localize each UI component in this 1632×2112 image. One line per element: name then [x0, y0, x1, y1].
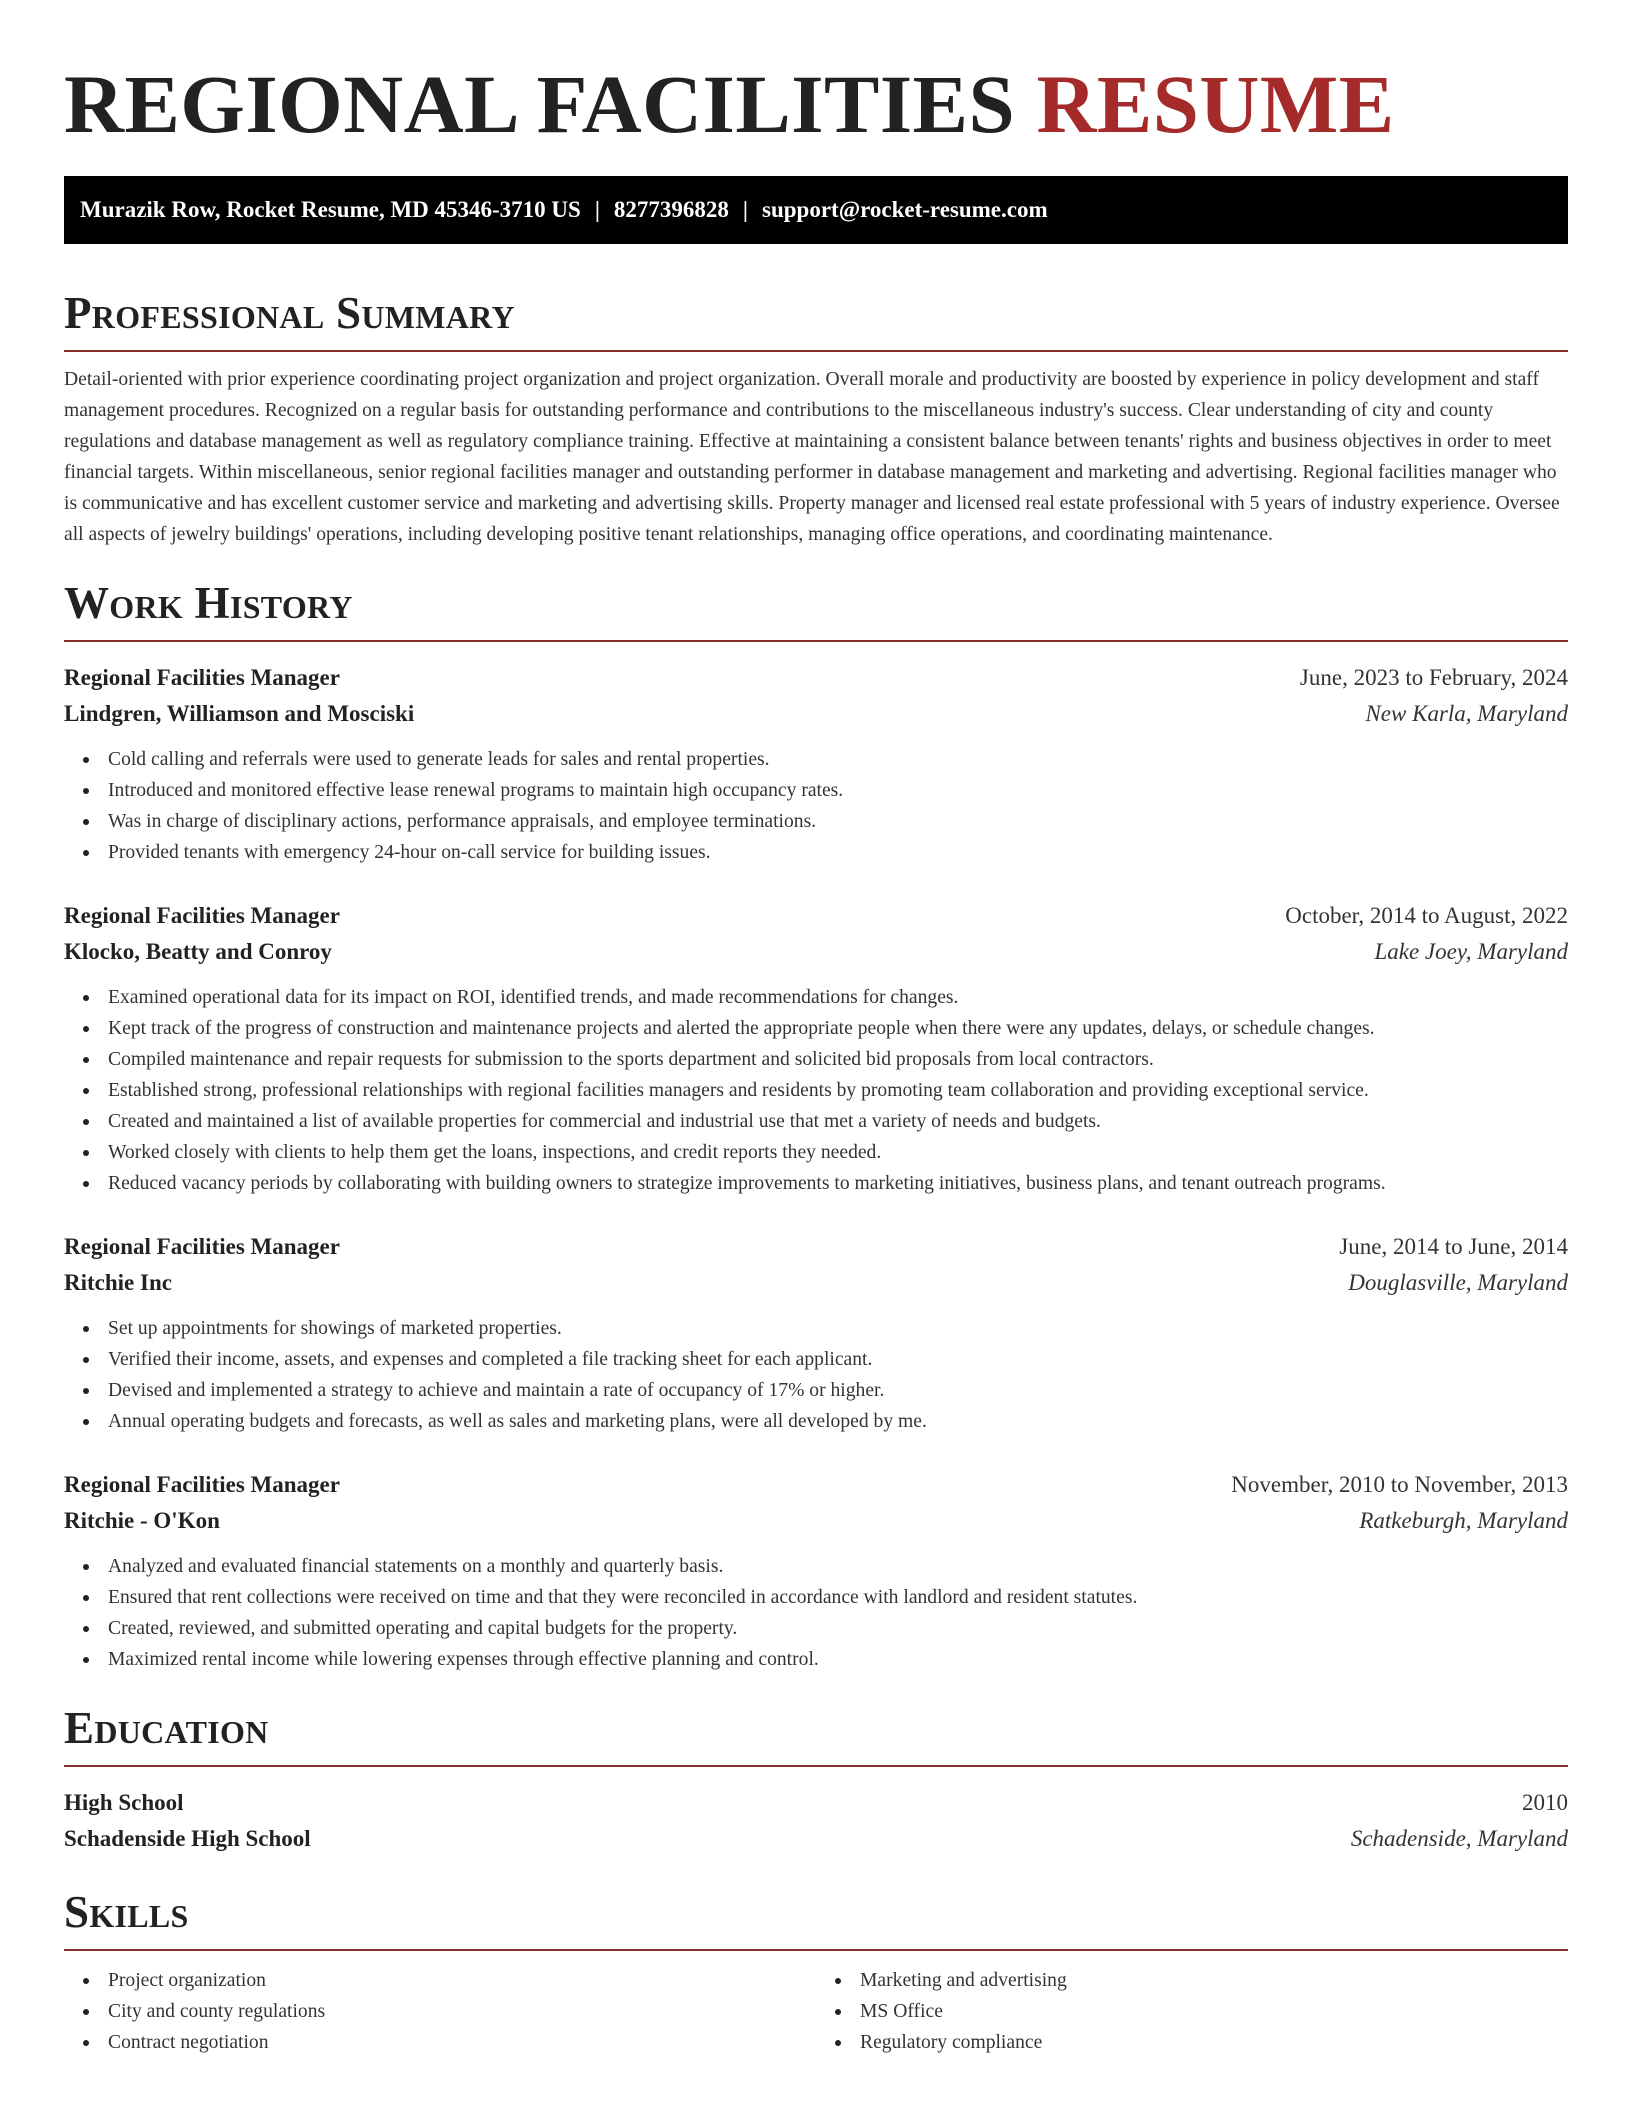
job-location: Douglasville, Maryland	[1348, 1270, 1568, 1295]
job-title: Regional Facilities Manager	[64, 903, 340, 928]
resume-title	[64, 54, 1568, 154]
job-dates: June, 2014 to June, 2014	[1339, 1234, 1568, 1259]
job-location: Ratkeburgh, Maryland	[1359, 1508, 1568, 1533]
contact-separator: |	[594, 197, 600, 222]
list-item: Established strong, professional relationships with regional facilities managers and residents by promoting team collaboration and providing exceptional service.	[108, 1075, 1568, 1106]
education-section	[64, 1701, 1568, 1857]
skills-list	[816, 1965, 1568, 2058]
education-year: 2010	[1522, 1790, 1568, 1815]
skills-heading: Skills	[64, 1887, 189, 1937]
list-item: Examined operational data for its impact on ROI, identified trends, and made recommendations for changes.	[108, 982, 1568, 1013]
contact-email: support@rocket-resume.com	[762, 197, 1048, 222]
list-item: Was in charge of disciplinary actions, performance appraisals, and employee terminations.	[108, 806, 1568, 837]
list-item: Reduced vacancy periods by collaborating with building owners to strategize improvements to marketing initiatives, business plans, and tenant outreach programs.	[108, 1168, 1568, 1199]
contact-address: Murazik Row, Rocket Resume, MD 45346-3710 US	[80, 197, 581, 222]
summary-heading: Professional Summary	[64, 288, 515, 338]
job-entry	[64, 1229, 1568, 1437]
skills-column-left	[64, 1965, 816, 2058]
job-location: New Karla, Maryland	[1365, 701, 1568, 726]
job-company: Lindgren, Williamson and Mosciski	[64, 701, 415, 726]
title-accent: RESUME	[1036, 58, 1395, 150]
job-company: Ritchie Inc	[64, 1270, 172, 1295]
job-bullets	[64, 982, 1568, 1199]
list-item: Set up appointments for showings of marketed properties.	[108, 1313, 1568, 1344]
list-item: Annual operating budgets and forecasts, as well as sales and marketing plans, were all developed by me.	[108, 1406, 1568, 1437]
section-divider	[64, 1949, 1568, 1951]
job-bullets	[64, 744, 1568, 868]
list-item: Devised and implemented a strategy to achieve and maintain a rate of occupancy of 17% or higher.	[108, 1375, 1568, 1406]
list-item: Cold calling and referrals were used to generate leads for sales and rental properties.	[108, 744, 1568, 775]
job-entry	[64, 1467, 1568, 1675]
skills-list	[64, 1965, 816, 2058]
job-dates: June, 2023 to February, 2024	[1299, 665, 1568, 690]
skills-column-right	[816, 1965, 1568, 2058]
list-item: Created and maintained a list of available properties for commercial and industrial use that met a variety of needs and budgets.	[108, 1106, 1568, 1137]
job-company: Ritchie - O'Kon	[64, 1508, 220, 1533]
list-item: Kept track of the progress of construction and maintenance projects and alerted the appropriate people when there were any updates, delays, or schedule changes.	[108, 1013, 1568, 1044]
job-entry	[64, 660, 1568, 868]
list-item: Ensured that rent collections were received on time and that they were reconciled in accordance with landlord and resident statutes.	[108, 1582, 1568, 1613]
title-main: REGIONAL FACILITIES	[64, 58, 1016, 150]
section-divider	[64, 640, 1568, 642]
job-company: Klocko, Beatty and Conroy	[64, 939, 332, 964]
skill-item: City and county regulations	[108, 1996, 816, 2027]
summary-text: Detail-oriented with prior experience coordinating project organization and project organization. Overall morale and productivity are boosted by experience in policy development and staff management procedures. Recognized on a regular basis for outstanding performance and contributions to the miscellaneous industry's success. Clear understanding of city and county regulations and database management as well as regulatory compliance training. Effective at maintaining a consistent balance between tenants' rights and business objectives in order to meet financial targets. Within miscellaneous, senior regional facilities manager and outstanding performer in database management and marketing and advertising. Regional facilities manager who is communicative and has excellent customer service and marketing and advertising skills. Property manager and licensed real estate professional with 5 years of industry experience. Oversee all aspects of jewelry buildings' operations, including developing positive tenant relationships, managing office operations, and coordinating maintenance.	[64, 369, 1560, 545]
education-degree: High School	[64, 1790, 184, 1815]
list-item: Introduced and monitored effective lease renewal programs to maintain high occupancy rates.	[108, 775, 1568, 806]
list-item: Provided tenants with emergency 24-hour on-call service for building issues.	[108, 837, 1568, 868]
list-item: Created, reviewed, and submitted operating and capital budgets for the property.	[108, 1613, 1568, 1644]
section-divider	[64, 350, 1568, 352]
contact-bar	[64, 176, 1568, 244]
job-entry	[64, 898, 1568, 1199]
list-item: Compiled maintenance and repair requests for submission to the sports department and solicited bid proposals from local contractors.	[108, 1044, 1568, 1075]
list-item: Verified their income, assets, and expenses and completed a file tracking sheet for each applicant.	[108, 1344, 1568, 1375]
job-bullets	[64, 1313, 1568, 1437]
list-item: Analyzed and evaluated financial statements on a monthly and quarterly basis.	[108, 1551, 1568, 1582]
skill-item: Regulatory compliance	[860, 2027, 1568, 2058]
work-history-heading: Work History	[64, 578, 353, 628]
job-location: Lake Joey, Maryland	[1374, 939, 1568, 964]
skill-item: Project organization	[108, 1965, 816, 1996]
education-school: Schadenside High School	[64, 1826, 311, 1851]
skill-item: Contract negotiation	[108, 2027, 816, 2058]
job-bullets	[64, 1551, 1568, 1675]
skill-item: Marketing and advertising	[860, 1965, 1568, 1996]
job-title: Regional Facilities Manager	[64, 665, 340, 690]
education-entry	[64, 1785, 1568, 1857]
job-title: Regional Facilities Manager	[64, 1234, 340, 1259]
job-dates: October, 2014 to August, 2022	[1285, 903, 1568, 928]
skills-section	[64, 1885, 1568, 2058]
job-dates: November, 2010 to November, 2013	[1231, 1472, 1568, 1497]
list-item: Worked closely with clients to help them get the loans, inspections, and credit reports they needed.	[108, 1137, 1568, 1168]
job-title: Regional Facilities Manager	[64, 1472, 340, 1497]
contact-separator: |	[742, 197, 748, 222]
skills-grid	[64, 1965, 1568, 2058]
summary-section	[64, 286, 1568, 550]
work-history-section	[64, 576, 1568, 1675]
section-divider	[64, 1765, 1568, 1767]
list-item: Maximized rental income while lowering expenses through effective planning and control.	[108, 1644, 1568, 1675]
education-location: Schadenside, Maryland	[1350, 1826, 1568, 1851]
contact-phone: 8277396828	[613, 197, 729, 222]
skill-item: MS Office	[860, 1996, 1568, 2027]
education-heading: Education	[64, 1703, 269, 1753]
